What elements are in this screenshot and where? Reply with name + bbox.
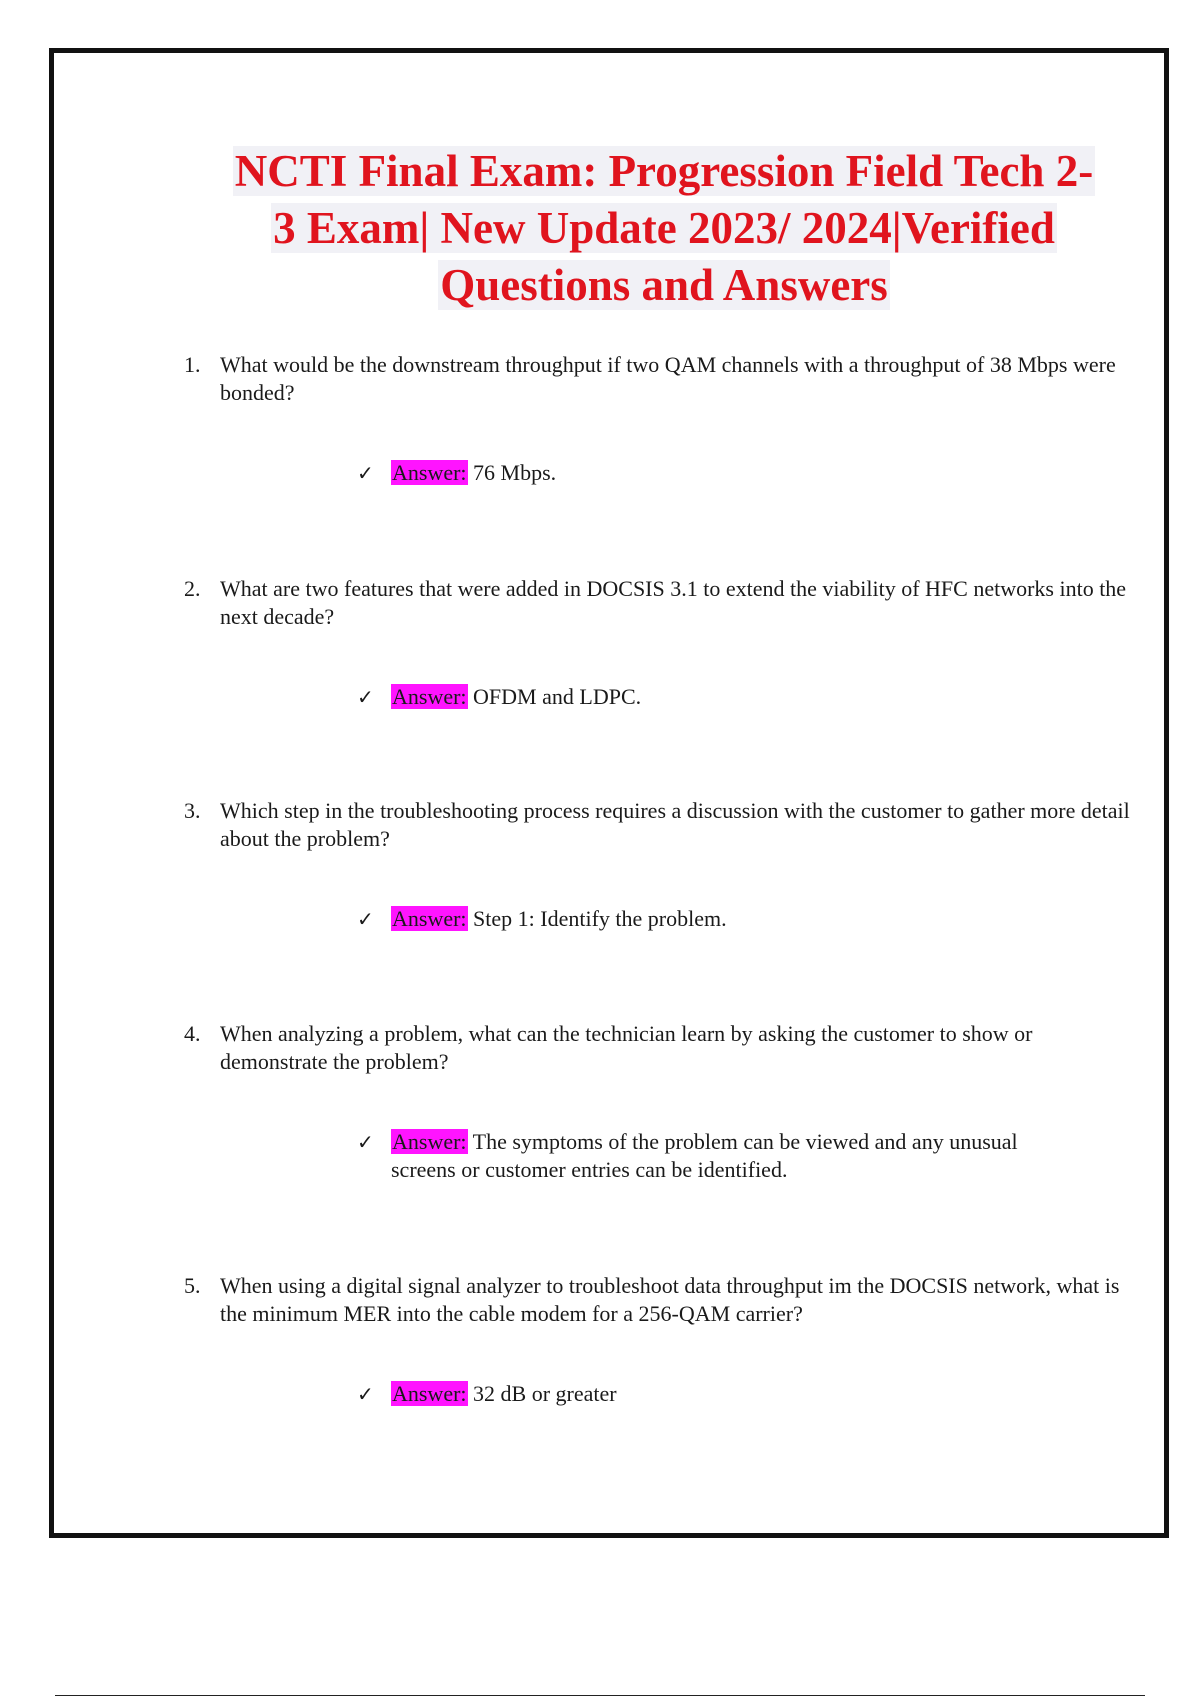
question-item (184, 797, 1144, 933)
answer-row (357, 1380, 1082, 1408)
answer-label: Answer: (392, 906, 467, 931)
answer-label: Answer: (392, 684, 467, 709)
question-number: 3. (184, 798, 201, 823)
question-text: What would be the downstream throughput if two QAM channels with a throughput of 38 Mbps were bonded? (220, 352, 1116, 405)
answer-row (357, 683, 1082, 711)
footer-divider (55, 1695, 1145, 1696)
question-item (184, 1020, 1144, 1184)
checkmark-icon: ✓ (357, 685, 374, 709)
checkmark-icon: ✓ (357, 1130, 374, 1154)
question-number: 1. (184, 352, 201, 377)
answer-text: 32 dB or greater (473, 1381, 617, 1406)
question-number: 2. (184, 576, 201, 601)
question-text: What are two features that were added in DOCSIS 3.1 to extend the viability of HFC networks into the next decade? (220, 576, 1127, 629)
question-text: When analyzing a problem, what can the technician learn by asking the customer to show or demonstrate the problem? (220, 1021, 1033, 1074)
question-list (54, 53, 1174, 1543)
answer-text: Step 1: Identify the problem. (473, 906, 727, 931)
question-item (184, 575, 1144, 711)
answer-text: 76 Mbps. (473, 460, 557, 485)
answer-text: OFDM and LDPC. (473, 684, 642, 709)
title-line-3: Questions and Answers (440, 260, 888, 310)
question-number: 5. (184, 1273, 201, 1298)
answer-row (357, 905, 1082, 933)
document-frame (49, 48, 1169, 1538)
title-line-1: NCTI Final Exam: Progression Field Tech 2- (234, 146, 1094, 196)
question-text: Which step in the troubleshooting process requires a discussion with the customer to gather more detail about the problem? (220, 798, 1130, 851)
answer-text: The symptoms of the problem can be viewed and any unusual screens or customer entries can be identified. (391, 1129, 1018, 1182)
question-item (184, 1272, 1144, 1408)
title-line-2: 3 Exam| New Update 2023/ 2024|Verified (273, 203, 1055, 253)
answer-row (357, 459, 1082, 487)
answer-label: Answer: (392, 460, 467, 485)
checkmark-icon: ✓ (357, 907, 374, 931)
answer-row (357, 1128, 1082, 1184)
question-text: When using a digital signal analyzer to troubleshoot data throughput im the DOCSIS network, what is the minimum MER into the cable modem for a 256-QAM carrier? (220, 1273, 1120, 1326)
answer-label: Answer: (392, 1381, 467, 1406)
checkmark-icon: ✓ (357, 1382, 374, 1406)
checkmark-icon: ✓ (357, 461, 374, 485)
question-item (184, 351, 1144, 487)
question-number: 4. (184, 1021, 201, 1046)
answer-label: Answer: (392, 1129, 467, 1154)
